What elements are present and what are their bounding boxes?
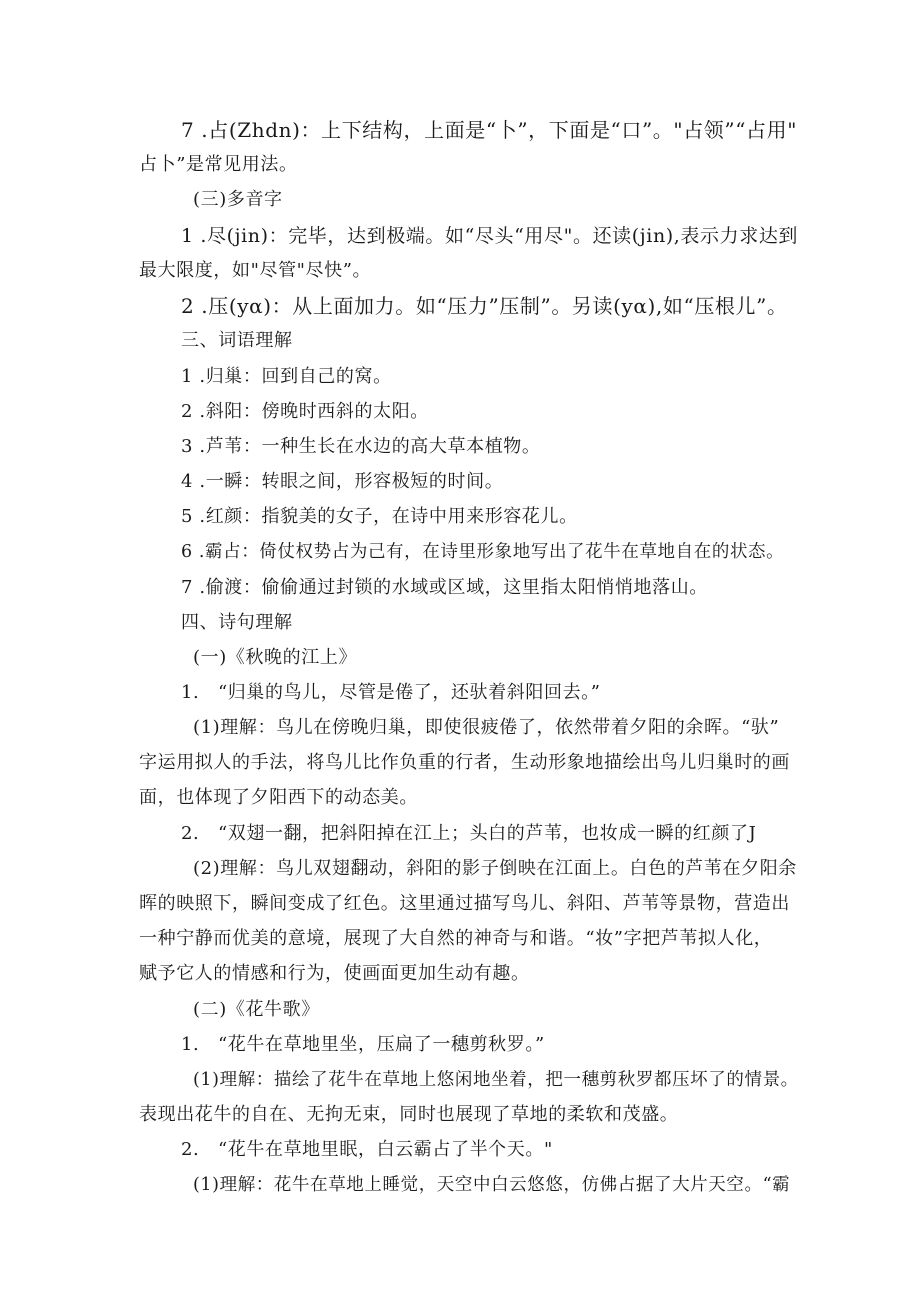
- poem-line: 1. “花牛在草地里坐，压扁了一穗剪秋罗。”: [181, 1034, 545, 1055]
- text-line: 字运用拟人的手法，将鸟儿比作负重的行者，生动形象地描绘出鸟儿归巢时的画: [139, 752, 790, 773]
- text-line: 2 .压(yα)：从上面加力。如“压力”压制”。另读(yα),如“压根儿”。: [181, 294, 788, 318]
- list-item: 6 .霸占：倚仗权势占为己有，在诗里形象地写出了花牛在草地自在的状态。: [181, 542, 785, 562]
- text-line: 面，也体现了夕阳西下的动态美。: [139, 787, 418, 808]
- list-item: 5 .红颜：指貌美的女子，在诗中用来形容花儿。: [181, 506, 578, 527]
- text-line: 占卜”是常见用法。: [139, 154, 298, 175]
- list-item: 2 .斜阳：傍晚时西斜的太阳。: [181, 401, 429, 422]
- section-heading: (三)多音字: [193, 189, 283, 210]
- poem-line: 1. “归巢的鸟儿，尽管是倦了，还驮着斜阳回去。”: [181, 682, 601, 703]
- list-item: 1 .归巢：回到自己的窝。: [181, 366, 392, 387]
- text-line: 最大限度，如"尽管"尽快”。: [139, 260, 372, 281]
- text-line: 一种宁静而优美的意境，展现了大自然的神奇与和谐。“妆”字把芦苇拟人化，: [139, 928, 773, 949]
- text-line: (1)理解：鸟儿在傍晚归巢，即使很疲倦了，依然带着夕阳的余晖。“驮”: [193, 717, 780, 738]
- section-heading: 四、诗句理解: [181, 612, 293, 633]
- poem-line: 2. “双翅一翻，把斜阳掉在江上；头白的芦苇，也妆成一瞬的红颜了J: [181, 823, 757, 844]
- text-line: (1)理解：花牛在草地上睡觉，天空中白云悠悠，仿佛占据了大片天空。“霸: [193, 1175, 791, 1195]
- section-heading: 三、词语理解: [181, 330, 293, 351]
- text-line: 晖的映照下，瞬间变成了红色。这里通过描写鸟儿、斜阳、芦苇等景物，营造出: [139, 893, 790, 914]
- text-line: 表现出花牛的自在、无拘无束，同时也展现了草地的柔软和茂盛。: [139, 1104, 679, 1125]
- list-item: 7 .偷渡：偷偷通过封锁的水域或区域，这里指太阳悄悄地落山。: [181, 577, 708, 598]
- text-line: (1)理解：描绘了花牛在草地上悠闲地坐着，把一穗剪秋罗都压坏了的情景。: [193, 1070, 799, 1090]
- subsection-heading: (一)《秋晚的江上》: [193, 647, 358, 668]
- list-item: 4 .一瞬：转眼之间，形容极短的时间。: [181, 471, 504, 492]
- poem-line: 2. “花牛在草地里眠，白云霸占了半个天。": [181, 1139, 553, 1160]
- text-line: (2)理解：鸟儿双翅翻动，斜阳的影子倒映在江面上。白色的芦苇在夕阳余: [193, 858, 797, 879]
- text-line: 赋予它人的情感和行为，使画面更加生动有趣。: [139, 963, 530, 984]
- text-line: 1 .尽(jin)：完毕，达到极端。如“尽头“用尽"。还读(jin),表示力求达到: [181, 225, 799, 247]
- text-line: 7 .占(Zhdn)：上下结构，上面是“卜”，下面是“口”。"占领”“占用": [181, 118, 798, 142]
- subsection-heading: (二)《花牛歌》: [193, 999, 320, 1020]
- list-item: 3 .芦苇：一种生长在水边的高大草本植物。: [181, 436, 541, 457]
